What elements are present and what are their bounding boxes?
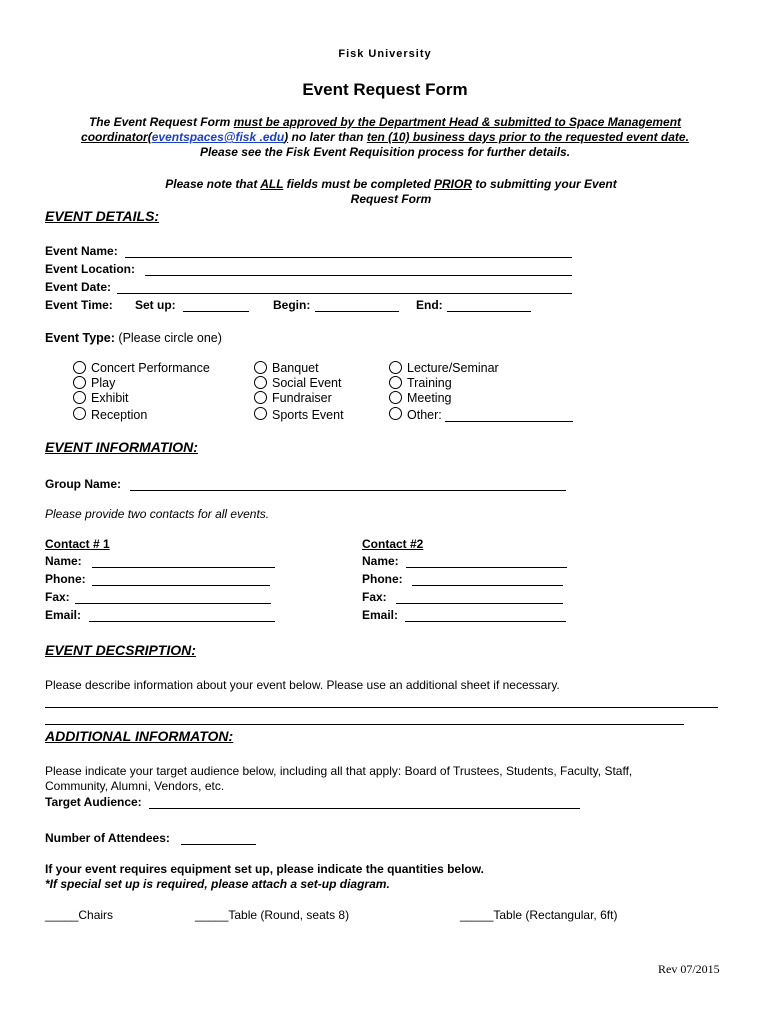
event-date-field[interactable] <box>117 293 572 294</box>
event-location-label: Event Location: <box>45 262 136 276</box>
additional-information-heading: ADDITIONAL INFORMATON: <box>45 728 234 744</box>
event-type-label: Event Type: (Please circle one) <box>45 331 222 345</box>
end-label: End: <box>416 298 443 312</box>
contact-1-name-field[interactable] <box>92 567 275 568</box>
radio-social-event[interactable] <box>254 376 267 389</box>
option-play: Play <box>91 376 116 390</box>
option-banquet: Banquet <box>272 361 319 375</box>
revision-date: Rev 07/2015 <box>658 962 720 976</box>
group-name-field[interactable] <box>130 490 566 491</box>
attendees-field[interactable] <box>181 844 256 845</box>
radio-lecture-seminar[interactable] <box>389 361 402 374</box>
begin-label: Begin: <box>273 298 311 312</box>
event-information-heading: EVENT INFORMATION: <box>45 439 198 455</box>
radio-fundraiser[interactable] <box>254 391 267 404</box>
event-location-field[interactable] <box>145 275 572 276</box>
contacts-note: Please provide two contacts for all events. <box>45 507 270 521</box>
option-fundraiser: Fundraiser <box>272 391 332 405</box>
contact-2-phone-field[interactable] <box>412 585 563 586</box>
note-line-1: Please note that ALL fields must be completed PRIOR to submitting your Event <box>165 177 617 191</box>
description-line-2[interactable] <box>45 724 684 725</box>
contact-2-fax-field[interactable] <box>396 603 563 604</box>
contact-2-fax-label: Fax: <box>362 590 387 604</box>
event-time-label: Event Time: <box>45 298 113 312</box>
radio-other[interactable] <box>389 407 402 420</box>
contact-2-email-field[interactable] <box>405 621 566 622</box>
contact-2-name-label: Name: <box>362 554 399 568</box>
contact-1-phone-field[interactable] <box>92 585 270 586</box>
form-title: Event Request Form <box>302 80 468 99</box>
chairs-quantity[interactable]: _____Chairs <box>45 908 114 922</box>
target-audience-label: Target Audience: <box>45 795 142 809</box>
option-lecture-seminar: Lecture/Seminar <box>407 361 499 375</box>
radio-meeting[interactable] <box>389 391 402 404</box>
contact-2-phone-label: Phone: <box>362 572 403 586</box>
option-training: Training <box>407 376 452 390</box>
university-name: Fisk University <box>338 48 432 60</box>
radio-reception[interactable] <box>73 407 86 420</box>
intro-line-1: The Event Request Form must be approved by the Department Head & submitted to Space Management <box>88 115 682 129</box>
audience-instructions-line-1: Please indicate your target audience below, including all that apply: Board of Trustees, Students, Faculty, Staff, <box>45 764 633 778</box>
radio-play[interactable] <box>73 376 86 389</box>
intro-line-2: coordinator(eventspaces@fisk .edu) no later than ten (10) business days prior to the requested event date. <box>81 130 689 144</box>
radio-sports-event[interactable] <box>254 407 267 420</box>
contact-1-email-label: Email: <box>45 608 82 622</box>
option-meeting: Meeting <box>407 391 452 405</box>
coordinator-email-link[interactable]: eventspaces@fisk .edu <box>151 130 285 144</box>
radio-concert-performance[interactable] <box>73 361 86 374</box>
intro-line-3: Please see the Fisk Event Requisition process for further details. <box>199 145 571 159</box>
contact-2-name-field[interactable] <box>406 567 567 568</box>
note-line-2: Request Form <box>350 192 432 206</box>
option-concert-performance: Concert Performance <box>91 361 210 375</box>
option-social-event: Social Event <box>272 376 342 390</box>
description-line-1[interactable] <box>45 707 718 708</box>
option-reception: Reception <box>91 408 148 422</box>
event-name-field[interactable] <box>125 257 572 258</box>
event-date-label: Event Date: <box>45 280 112 294</box>
audience-instructions-line-2: Community, Alumni, Vendors, etc. <box>45 779 225 793</box>
contact-1-phone-label: Phone: <box>45 572 86 586</box>
attendees-label: Number of Attendees: <box>45 831 170 845</box>
other-type-field[interactable] <box>445 421 573 422</box>
event-name-label: Event Name: <box>45 244 118 258</box>
event-description-heading: EVENT DECSRIPTION: <box>45 642 196 658</box>
equipment-instructions: If your event requires equipment set up, please indicate the quantities below. <box>45 862 484 876</box>
option-sports-event: Sports Event <box>272 408 344 422</box>
contact-1-fax-field[interactable] <box>75 603 271 604</box>
description-instructions: Please describe information about your event below. Please use an additional sheet if necessary. <box>45 678 560 692</box>
begin-time-field[interactable] <box>315 311 399 312</box>
setup-label: Set up: <box>135 298 176 312</box>
contact-1-fax-label: Fax: <box>45 590 70 604</box>
radio-training[interactable] <box>389 376 402 389</box>
target-audience-field[interactable] <box>149 808 580 809</box>
radio-exhibit[interactable] <box>73 391 86 404</box>
option-exhibit: Exhibit <box>91 391 129 405</box>
round-table-quantity[interactable]: _____Table (Round, seats 8) <box>195 908 350 922</box>
contact-2-heading: Contact #2 <box>362 537 424 551</box>
contact-1-heading: Contact # 1 <box>45 537 110 551</box>
contact-2-email-label: Email: <box>362 608 399 622</box>
radio-banquet[interactable] <box>254 361 267 374</box>
option-other: Other: <box>407 408 442 422</box>
end-time-field[interactable] <box>447 311 531 312</box>
setup-diagram-note: *If special set up is required, please attach a set-up diagram. <box>45 877 390 891</box>
contact-1-email-field[interactable] <box>89 621 275 622</box>
rectangular-table-quantity[interactable]: _____Table (Rectangular, 6ft) <box>460 908 618 922</box>
setup-time-field[interactable] <box>183 311 249 312</box>
event-details-heading: EVENT DETAILS: <box>45 208 160 224</box>
group-name-label: Group Name: <box>45 477 122 491</box>
contact-1-name-label: Name: <box>45 554 82 568</box>
